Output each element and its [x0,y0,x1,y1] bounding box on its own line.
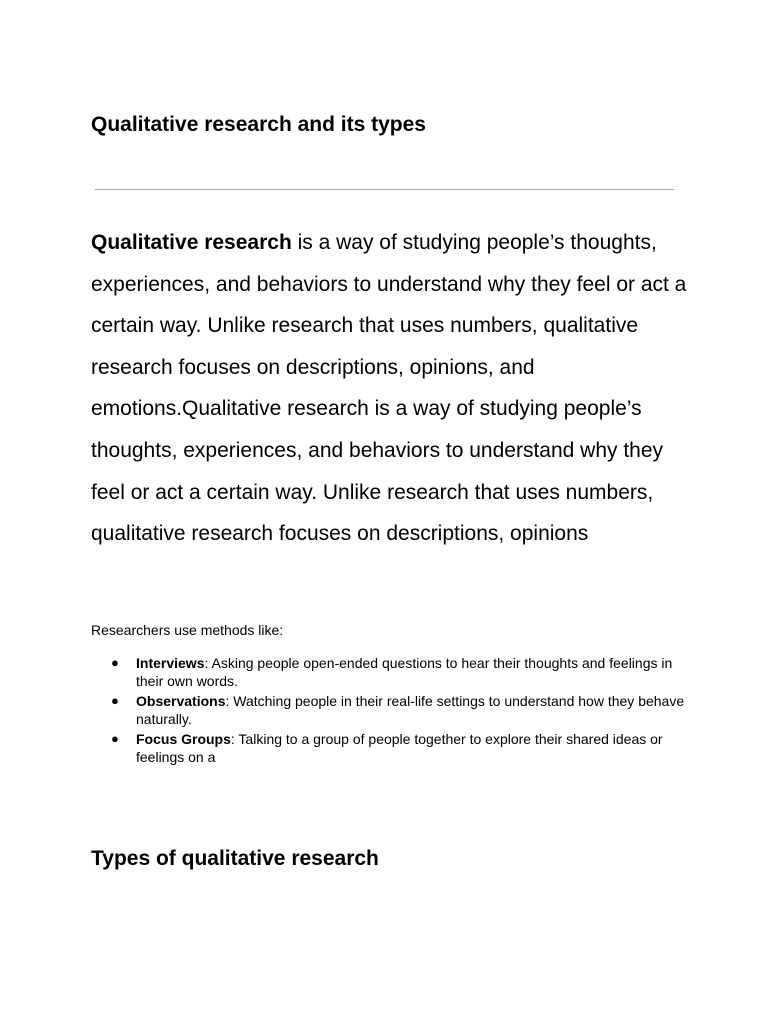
section-title: Types of qualitative research [91,847,379,870]
methods-label: Researchers use methods like: [91,622,284,638]
intro-paragraph [91,222,691,555]
bullet-icon: ● [111,731,119,746]
bullet-icon: ● [111,655,119,670]
methods-list [91,654,691,768]
intro-lead-term: Qualitative research [91,231,292,254]
list-item [91,692,691,728]
method-description: : Watching people in their real-life settings to understand how they behave naturally. [136,693,685,727]
intro-body-text: is a way of studying people’s thoughts, experiences, and behaviors to understand why they feel or act a certain way. Unlike research that uses numbers, qualitative research focuses on descriptions, opinions, and emotions.Qualitative research is a way of studying people’s thoughts, experiences, and behaviors to understand why they feel or act a certain way. Unlike research that uses numbers, qualitative research focuses on descriptions, opinions [91,231,687,546]
document-title: Qualitative research and its types [91,113,426,136]
list-item [91,654,691,690]
bullet-icon: ● [111,693,119,708]
method-term: Focus Groups [136,731,231,747]
method-description: : Talking to a group of people together to explore their shared ideas or feelings on a [136,731,663,765]
method-term: Interviews [136,655,205,671]
list-item [91,730,691,766]
method-term: Observations [136,693,226,709]
method-description: : Asking people open-ended questions to hear their thoughts and feelings in their own words. [136,655,673,689]
horizontal-divider [95,189,674,190]
